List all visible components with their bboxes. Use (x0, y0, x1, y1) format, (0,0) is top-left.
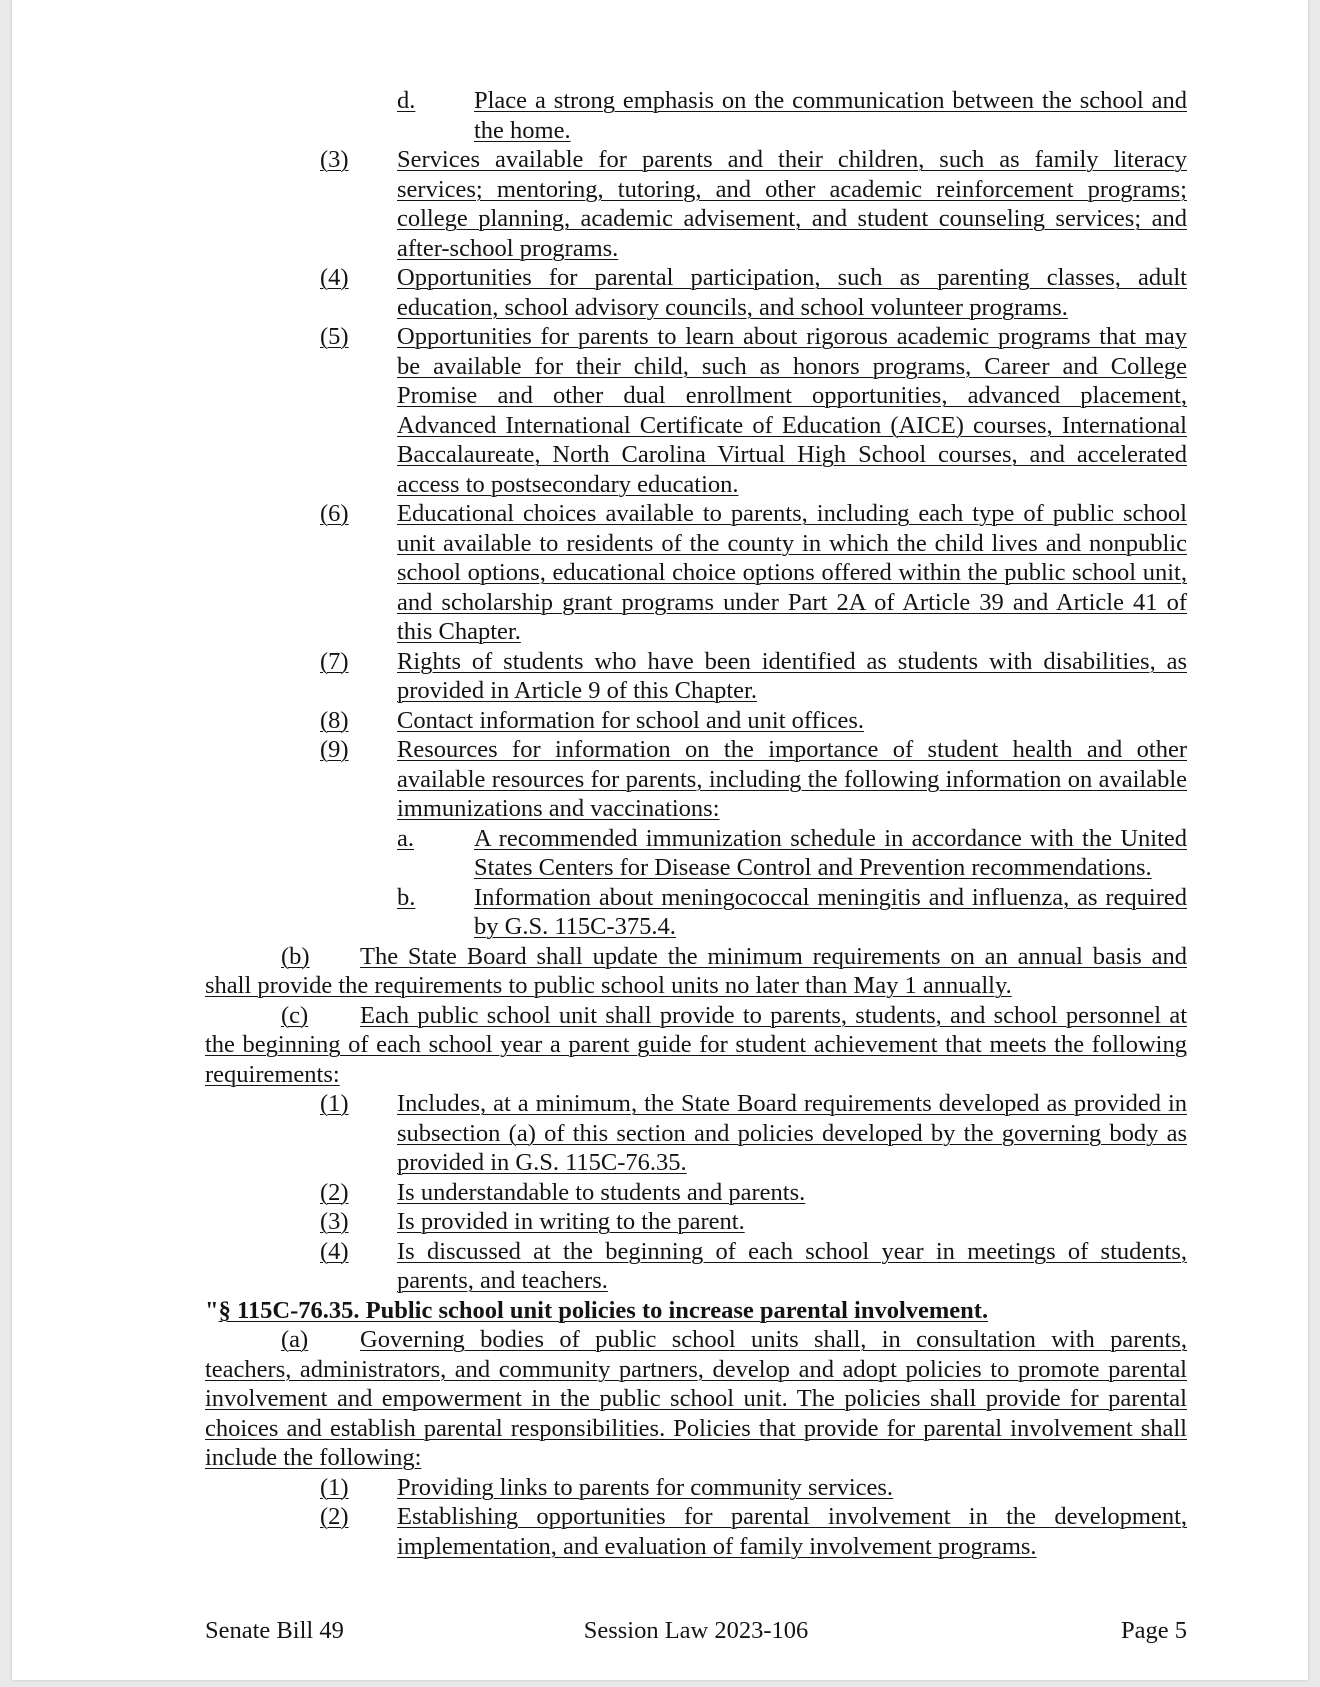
item-text: Resources for information on the importance of student health and other available resources for parents, including the following information on available immunizations and vaccinations: (397, 736, 1187, 822)
list-item-b (205, 883, 1187, 942)
page-body (205, 86, 1187, 1561)
document-page (12, 0, 1308, 1680)
item-text: Is provided in writing to the parent. (397, 1208, 745, 1235)
item-text: Place a strong emphasis on the communication between the school and the home. (474, 87, 1187, 144)
section-heading (205, 1296, 1187, 1326)
list-item-a (205, 824, 1187, 883)
item-text: Is discussed at the beginning of each school year in meetings of students, parents, and teachers. (397, 1237, 1187, 1294)
footer-bill-name: Senate Bill 49 (205, 1617, 344, 1644)
section-subsection-a (205, 1325, 1187, 1473)
item-number: b. (397, 883, 416, 911)
footer-session-law: Session Law 2023-106 (583, 1617, 809, 1644)
heading-text: § 115C-76.35. Public school unit policies to increase parental involvement. (218, 1296, 989, 1324)
item-number: a. (397, 824, 414, 852)
item-text: Information about meningococcal meningitis and influenza, as required by G.S. 115C-375.4. (474, 883, 1187, 940)
list-item-d (205, 86, 1187, 145)
subsection-tag: (a) (281, 1326, 309, 1353)
item-number: (1) (320, 1473, 349, 1501)
item-number: (2) (320, 1503, 349, 1530)
subsection-tag: (b) (281, 942, 310, 970)
list-item-7 (205, 647, 1187, 706)
item-text: Establishing opportunities for parental involvement in the development, implementation, and evaluation of family involvement programs. (397, 1503, 1187, 1560)
item-number: (2) (320, 1178, 349, 1206)
item-number: (3) (320, 1208, 349, 1235)
subsection-text: Governing bodies of public school units shall, in consultation with parents, teachers, administrators, and community partners, develop and adopt policies to promote parental involvement and empowerment in the public school unit. The policies shall provide for parental choices and establish parental responsibilities. Policies that provide for parental involvement shall include the following: (205, 1326, 1187, 1471)
list-item-4 (205, 263, 1187, 322)
subsection-b (205, 942, 1187, 1001)
item-number: (1) (320, 1090, 349, 1117)
sec-item-1 (205, 1473, 1187, 1503)
item-number: (3) (320, 146, 349, 173)
item-number: (5) (320, 323, 349, 350)
item-number: (6) (320, 500, 349, 527)
item-text: Opportunities for parental participation, such as parenting classes, adult education, school advisory councils, and school volunteer programs. (397, 264, 1187, 321)
list-item-3 (205, 145, 1187, 263)
item-text: A recommended immunization schedule in accordance with the United States Centers for Disease Control and Prevention recommendations. (474, 824, 1187, 881)
item-number: (4) (320, 1237, 349, 1265)
item-text: Opportunities for parents to learn about rigorous academic programs that may be available for their child, such as honors programs, Career and College Promise and other dual enrollment opportunities, advanced placement, Advanced International Certificate of Education (AICE) courses, International Baccalaureate, North Carolina Virtual High School courses, and accelerated access to postsecondary education. (397, 323, 1187, 498)
subsection-text: Each public school unit shall provide to parents, students, and school personnel at the beginning of each school year a parent guide for student achievement that meets the following requirements: (205, 1001, 1187, 1088)
item-text: Educational choices available to parents, including each type of public school unit available to residents of the county in which the child lives and nonpublic school options, educational choice options offered within the public school unit, and scholarship grant programs under Part 2A of Article 39 and Article 41 of this Chapter. (397, 500, 1187, 645)
c-item-1 (205, 1089, 1187, 1178)
item-number: (7) (320, 647, 349, 675)
item-text: Contact information for school and unit offices. (397, 706, 864, 734)
list-item-6 (205, 499, 1187, 647)
subsection-c (205, 1001, 1187, 1090)
item-number: d. (397, 87, 416, 114)
footer-page-number: Page 5 (1121, 1617, 1187, 1644)
item-text: Services available for parents and their children, such as family literacy services; mentoring, tutoring, and other academic reinforcement programs; college planning, academic advisement, and student counseling services; and after-school programs. (397, 146, 1187, 262)
c-item-3 (205, 1207, 1187, 1237)
page-footer (205, 1617, 1187, 1647)
subsection-tag: (c) (281, 1001, 309, 1029)
item-text: Providing links to parents for community services. (397, 1473, 894, 1501)
subsection-text: The State Board shall update the minimum requirements on an annual basis and shall provide the requirements to public school units no later than May 1 annually. (205, 942, 1187, 999)
item-number: (4) (320, 264, 349, 291)
c-item-4 (205, 1237, 1187, 1296)
list-item-8 (205, 706, 1187, 736)
heading-quote: " (205, 1296, 219, 1324)
list-item-5 (205, 322, 1187, 499)
item-text: Includes, at a minimum, the State Board requirements developed as provided in subsection (a) of this section and policies developed by the governing body as provided in G.S. 115C-76.35. (397, 1090, 1187, 1176)
item-text: Is understandable to students and parents. (397, 1178, 806, 1206)
item-text: Rights of students who have been identified as students with disabilities, as provided in Article 9 of this Chapter. (397, 647, 1187, 704)
list-item-9 (205, 735, 1187, 824)
item-number: (9) (320, 736, 349, 763)
c-item-2 (205, 1178, 1187, 1208)
sec-item-2 (205, 1502, 1187, 1561)
item-number: (8) (320, 706, 349, 734)
